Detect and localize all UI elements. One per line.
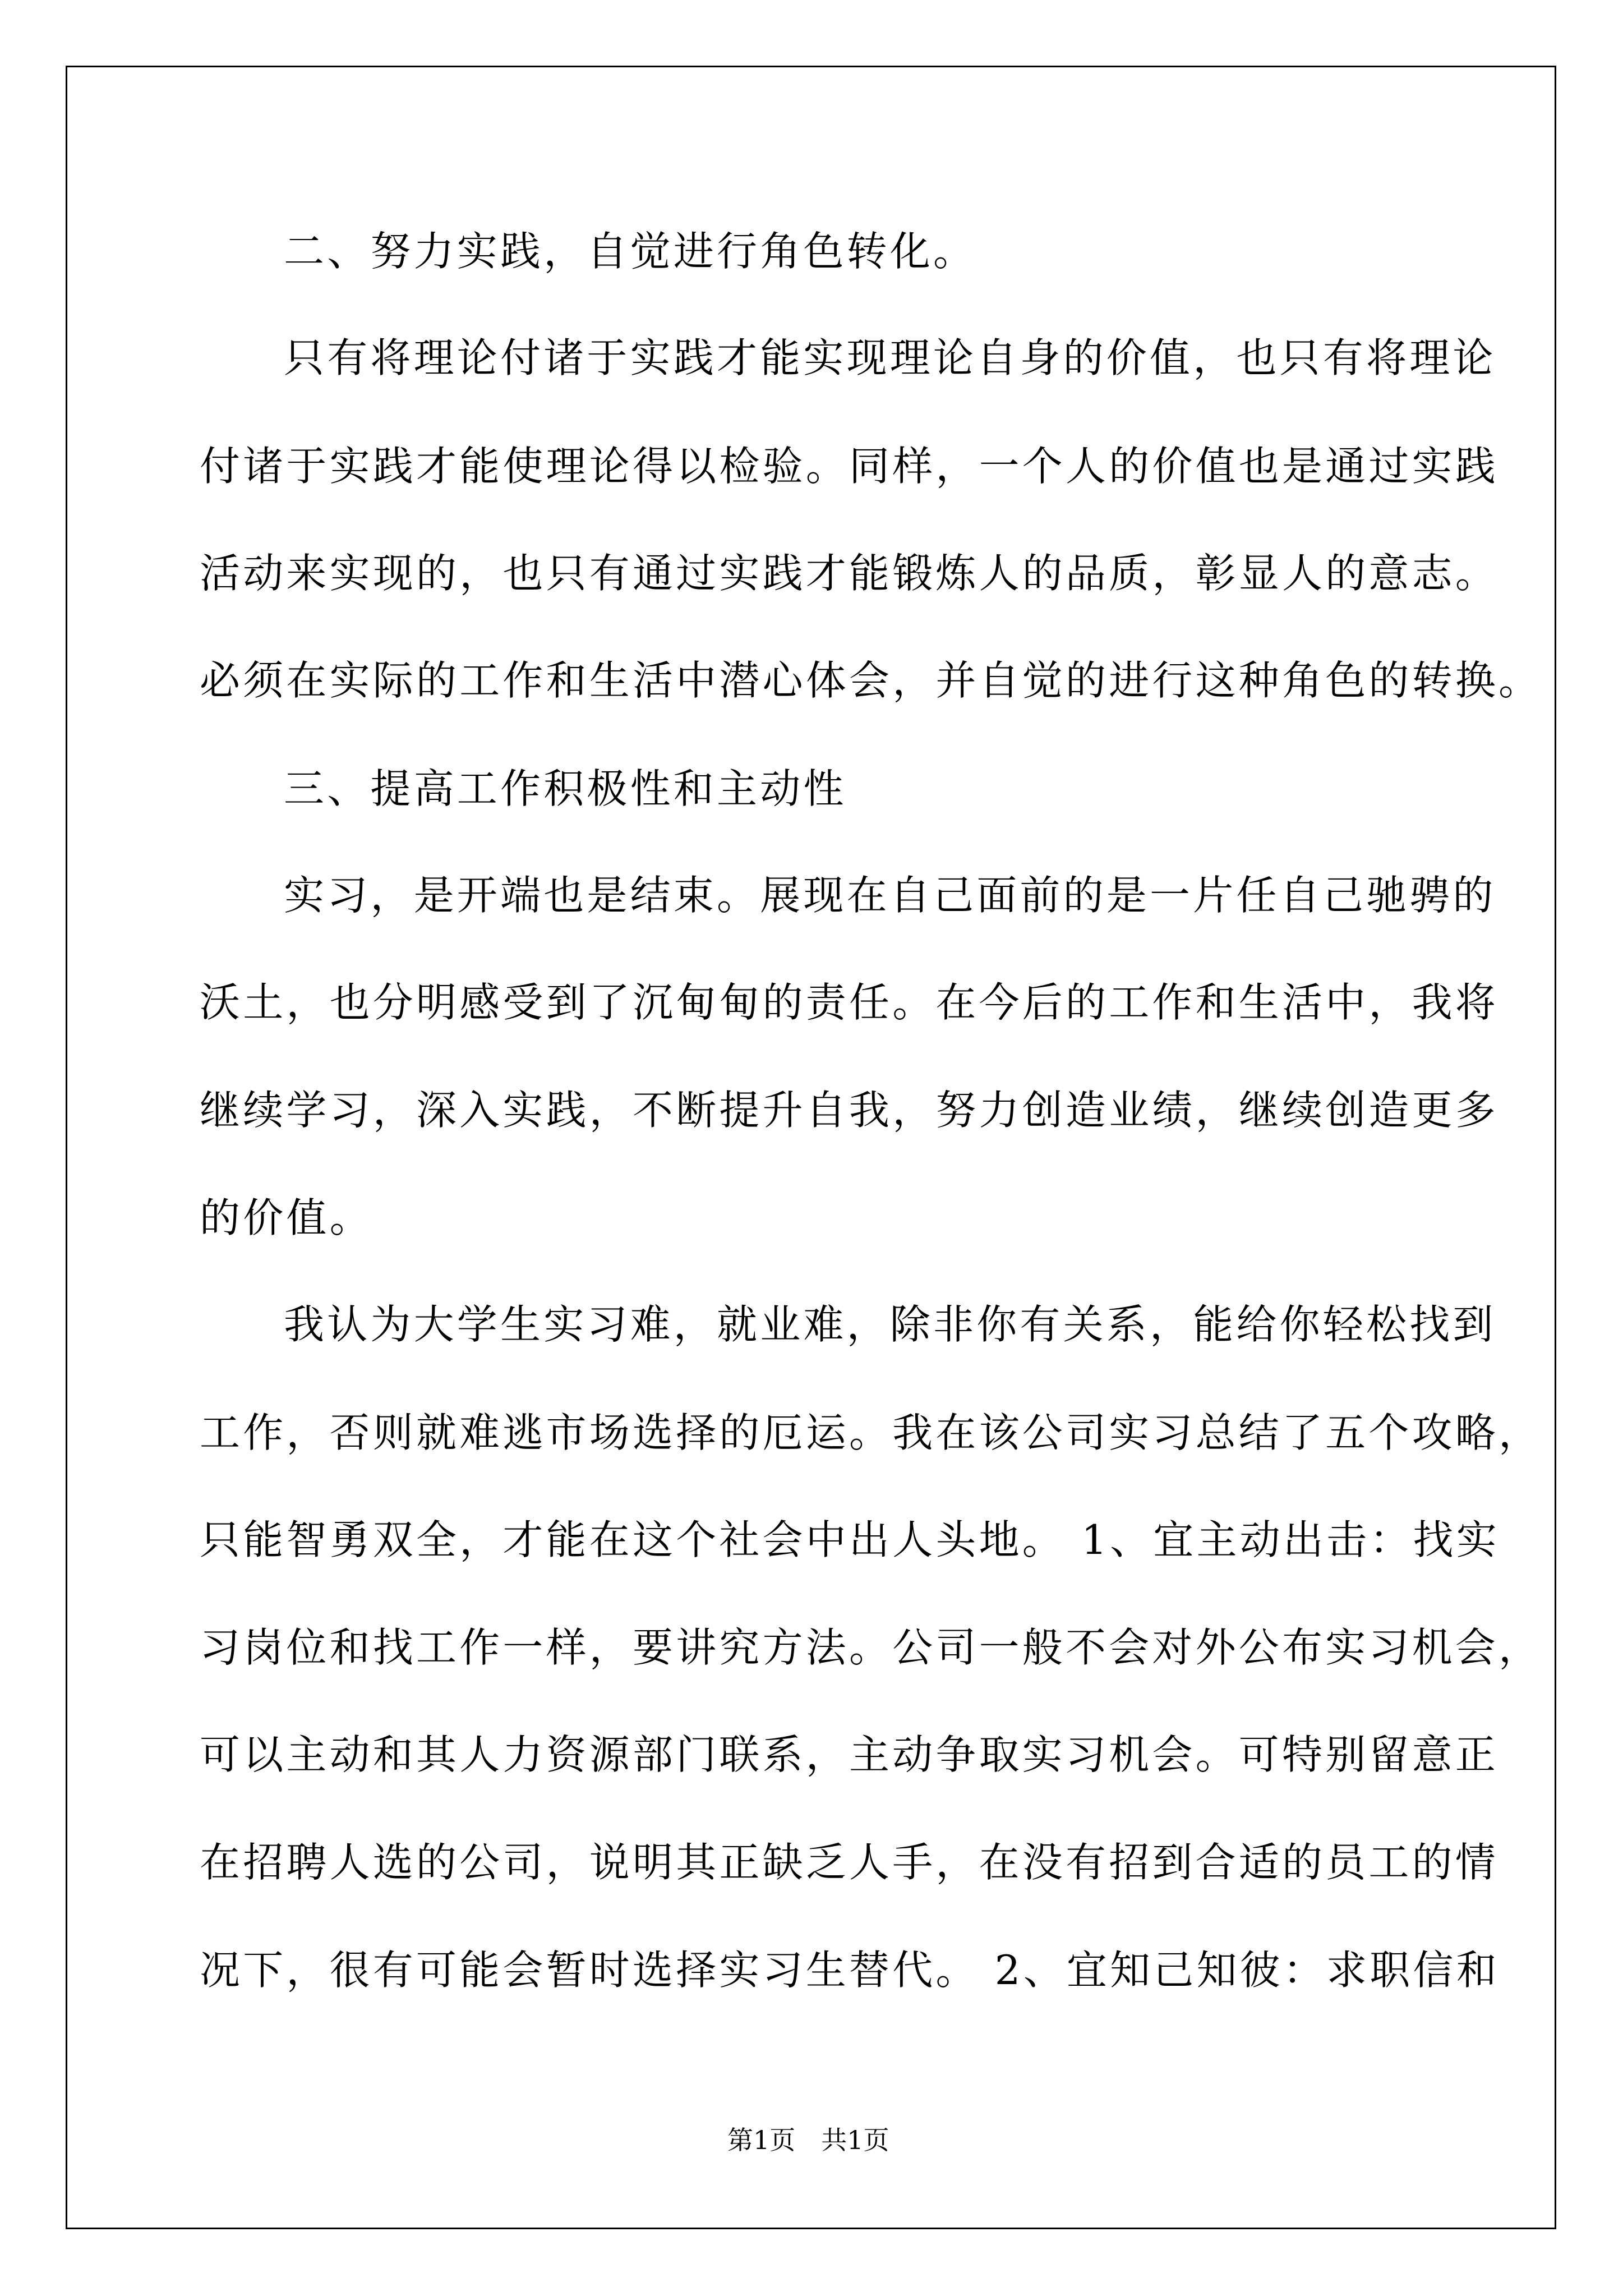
heading-two: 二、努力实践，自觉进行角色转化。 [284, 228, 977, 275]
body-line: 习岗位和找工作一样，要讲究方法。公司一般不会对外公布实习机会， [200, 1624, 1542, 1671]
body-line: 继续学习，深入实践，不断提升自我，努力创造业绩，继续创造更多 [200, 1087, 1499, 1134]
body-line: 活动来实现的，也只有通过实践才能锻炼人的品质，彰显人的意志。 [200, 550, 1499, 597]
body-line: 必须在实际的工作和生活中潜心体会，并自觉的进行这种角色的转换。 [200, 657, 1542, 704]
body-line: 付诸于实践才能使理论得以检验。同样，一个人的价值也是通过实践 [200, 443, 1499, 490]
body-line: 实习，是开端也是结束。展现在自己面前的是一片任自己驰骋的 [284, 872, 1496, 919]
page-border [66, 66, 1556, 2229]
body-line: 的价值。 [200, 1194, 373, 1241]
body-line: 可以主动和其人力资源部门联系，主动争取实习机会。可特别留意正 [200, 1731, 1499, 1778]
body-line: 况下，很有可能会暂时选择实习生替代。 2、宜知己知彼：求职信和 [200, 1947, 1500, 1994]
body-line: 只能智勇双全，才能在这个社会中出人头地。 1、宜主动出击：找实 [200, 1516, 1500, 1563]
body-line: 工作，否则就难逃市场选择的厄运。我在该公司实习总结了五个攻略， [200, 1409, 1542, 1456]
body-line: 沃土，也分明感受到了沉甸甸的责任。在今后的工作和生活中，我将 [200, 979, 1499, 1026]
page-footer: 第1页 共1页 [727, 2125, 889, 2155]
body-line: 在招聘人选的公司，说明其正缺乏人手，在没有招到合适的员工的情 [200, 1839, 1499, 1886]
heading-three: 三、提高工作积极性和主动性 [284, 765, 847, 812]
body-line: 只有将理论付诸于实践才能实现理论自身的价值，也只有将理论 [284, 334, 1496, 381]
body-line: 我认为大学生实习难，就业难，除非你有关系，能给你轻松找到 [284, 1301, 1496, 1348]
